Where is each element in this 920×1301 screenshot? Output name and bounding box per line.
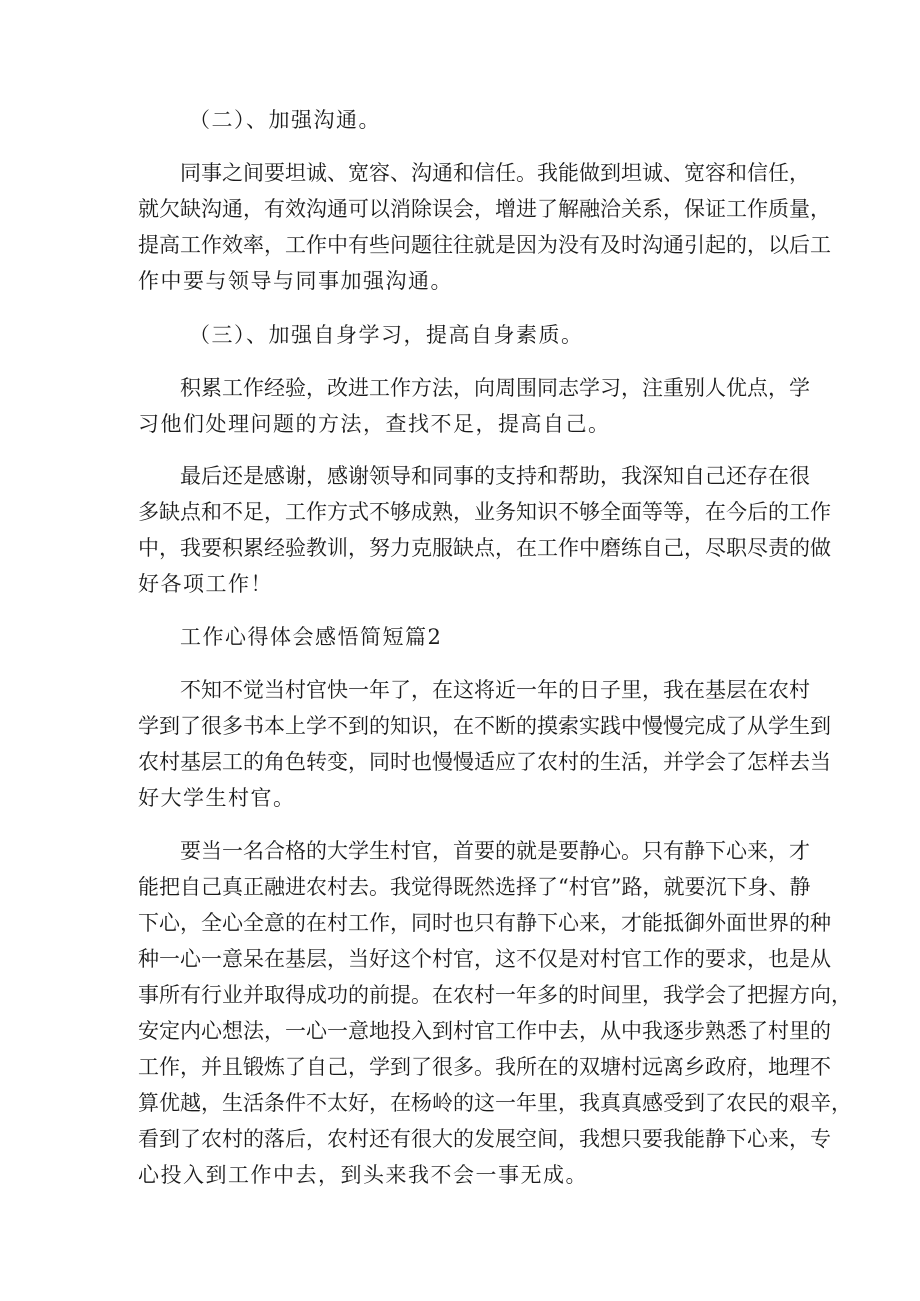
paragraph-line: 学到了很多书本上学不到的知识，在不断的摸索实践中慢慢完成了从学生到 (138, 714, 831, 738)
paragraph-line: 提高工作效率，工作中有些问题往往就是因为没有及时沟通引起的，以后工 (138, 233, 831, 257)
paragraph-line: 算优越，生活条件不太好，在杨岭的这一年里，我真真感受到了农民的艰辛， (138, 1091, 852, 1115)
paragraph-line: 不知不觉当村官快一年了，在这将近一年的日子里，我在基层在农村 (180, 678, 810, 702)
paragraph-line: 作中要与领导与同事加强沟通。 (138, 269, 453, 293)
paragraph-line: 要当一名合格的大学生村官，首要的就是要静心。只有静下心来，才 (180, 839, 810, 863)
section-heading-communication: （二）、加强沟通。 (189, 108, 381, 132)
paragraph-line: 能把自己真正融进农村去。我觉得既然选择了“村官”路，就要沉下身、静 (138, 875, 811, 899)
paragraph-line: 多缺点和不足，工作方式不够成熟，业务知识不够全面等等，在今后的工作 (138, 500, 831, 524)
paragraph-line: 中，我要积累经验教训，努力克服缺点，在工作中磨练自己，尽职尽责的做 (138, 536, 831, 560)
paragraph-line: 下心，全心全意的在村工作，同时也只有静下心来，才能抵御外面世界的种 (138, 911, 831, 935)
paragraph-line: 好各项工作！ (138, 572, 273, 596)
paragraph-line: 安定内心想法，一心一意地投入到村官工作中去，从中我逐步熟悉了村里的 (138, 1019, 831, 1043)
paragraph-line: 农村基层工的角色转变，同时也慢慢适应了农村的生活，并学会了怎样去当 (138, 750, 831, 774)
paragraph-line: 积累工作经验，改进工作方法，向周围同志学习，注重别人优点，学 (180, 376, 810, 400)
article-title: 工作心得体会感悟简短篇2 (180, 625, 443, 649)
paragraph-line: 工作，并且锻炼了自己，学到了很多。我所在的双塘村远离乡政府，地理不 (138, 1055, 831, 1079)
paragraph-line: 种一心一意呆在基层，当好这个村官，这不仅是对村官工作的要求，也是从 (138, 947, 831, 971)
paragraph-line: 同事之间要坦诚、宽容、沟通和信任。我能做到坦诚、宽容和信任， (180, 161, 810, 185)
paragraph-line: 习他们处理问题的方法，查找不足，提高自己。 (138, 412, 611, 436)
paragraph-line: 事所有行业并取得成功的前提。在农村一年多的时间里，我学会了把握方向， (138, 983, 852, 1007)
paragraph-line: 就欠缺沟通，有效沟通可以消除误会，增进了解融洽关系，保证工作质量， (138, 197, 831, 221)
paragraph-line: 最后还是感谢，感谢领导和同事的支持和帮助，我深知自己还存在很 (180, 464, 810, 488)
paragraph-line: 心投入到工作中去，到头来我不会一事无成。 (138, 1163, 588, 1187)
section-heading-self-study: （三）、加强自身学习，提高自身素质。 (189, 323, 584, 347)
paragraph-line: 看到了农村的落后，农村还有很大的发展空间，我想只要我能静下心来，专 (138, 1127, 831, 1151)
paragraph-line: 好大学生村官。 (138, 786, 296, 810)
